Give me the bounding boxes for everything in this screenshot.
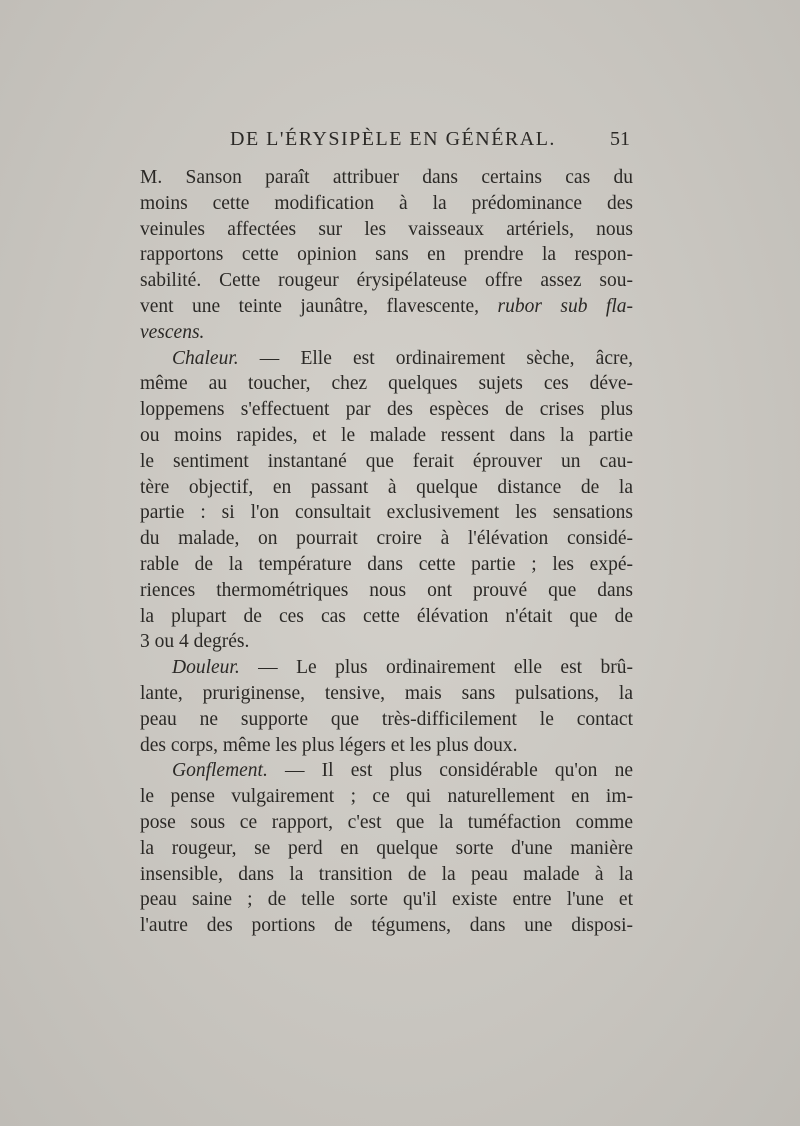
text-line: ou moins rapides, et le malade ressent dans la partie — [140, 424, 633, 446]
text-line: 3 ou 4 degrés. — [140, 631, 250, 653]
section-heading-douleur: Douleur. — Le plus ordinairement elle est brû- — [172, 657, 633, 679]
text-line: peau ne supporte que très-difficilement le contact — [140, 708, 633, 730]
text-line: lante, pruriginense, tensive, mais sans pulsations, la — [140, 682, 633, 704]
text-line: moins cette modification à la prédominance des — [140, 192, 633, 214]
text-line: tère objectif, en passant à quelque distance de la — [140, 476, 633, 498]
text-line: peau saine ; de telle sorte qu'il existe entre l'une et — [140, 889, 633, 911]
text-line: sabilité. Cette rougeur érysipélateuse offre assez sou- — [140, 270, 633, 292]
text-line: rable de la température dans cette partie ; les expé- — [140, 553, 633, 575]
text-line: insensible, dans la transition de la peau malade à la — [140, 863, 633, 885]
text-line: loppemens s'effectuent par des espèces de crises plus — [140, 399, 633, 421]
text-line: la rougeur, se perd en quelque sorte d'une manière — [140, 837, 633, 859]
text-line: M. Sanson paraît attribuer dans certains cas du — [140, 167, 633, 188]
text-line: veinules affectées sur les vaisseaux artériels, nous — [140, 218, 633, 240]
text-line: pose sous ce rapport, c'est que la tuméfaction comme — [140, 811, 633, 833]
text-line: vescens. — [140, 321, 205, 343]
section-heading-chaleur: Chaleur. — Elle est ordinairement sèche, âcre, — [172, 347, 633, 369]
section-heading-gonflement: Gonflement. — Il est plus considérable qu'on ne — [172, 760, 633, 782]
running-title: DE L'ÉRYSIPÈLE EN GÉNÉRAL. — [230, 128, 556, 150]
body-text — [140, 165, 633, 939]
text-line: du malade, on pourrait croire à l'élévation considé- — [140, 528, 633, 550]
text-line: l'autre des portions de tégumens, dans une disposi- — [140, 915, 633, 937]
text-line: riences thermométriques nous ont prouvé que dans — [140, 579, 633, 601]
text-line: des corps, même les plus légers et les plus doux. — [140, 734, 518, 756]
text-line: la plupart de ces cas cette élévation n'était que de — [140, 605, 633, 627]
text-line: le sentiment instantané que ferait éprouver un cau- — [140, 450, 633, 472]
text-line: même au toucher, chez quelques sujets ces déve- — [140, 373, 633, 395]
text-line: partie : si l'on consultait exclusivement les sensations — [140, 502, 633, 524]
text-line: rapportons cette opinion sans en prendre la respon- — [140, 244, 633, 266]
text-line: vent une teinte jaunâtre, flavescente, rubor sub fla- — [140, 295, 633, 317]
running-head — [140, 128, 630, 158]
text-line: le pense vulgairement ; ce qui naturellement en im- — [140, 786, 633, 808]
page-number: 51 — [610, 128, 630, 150]
